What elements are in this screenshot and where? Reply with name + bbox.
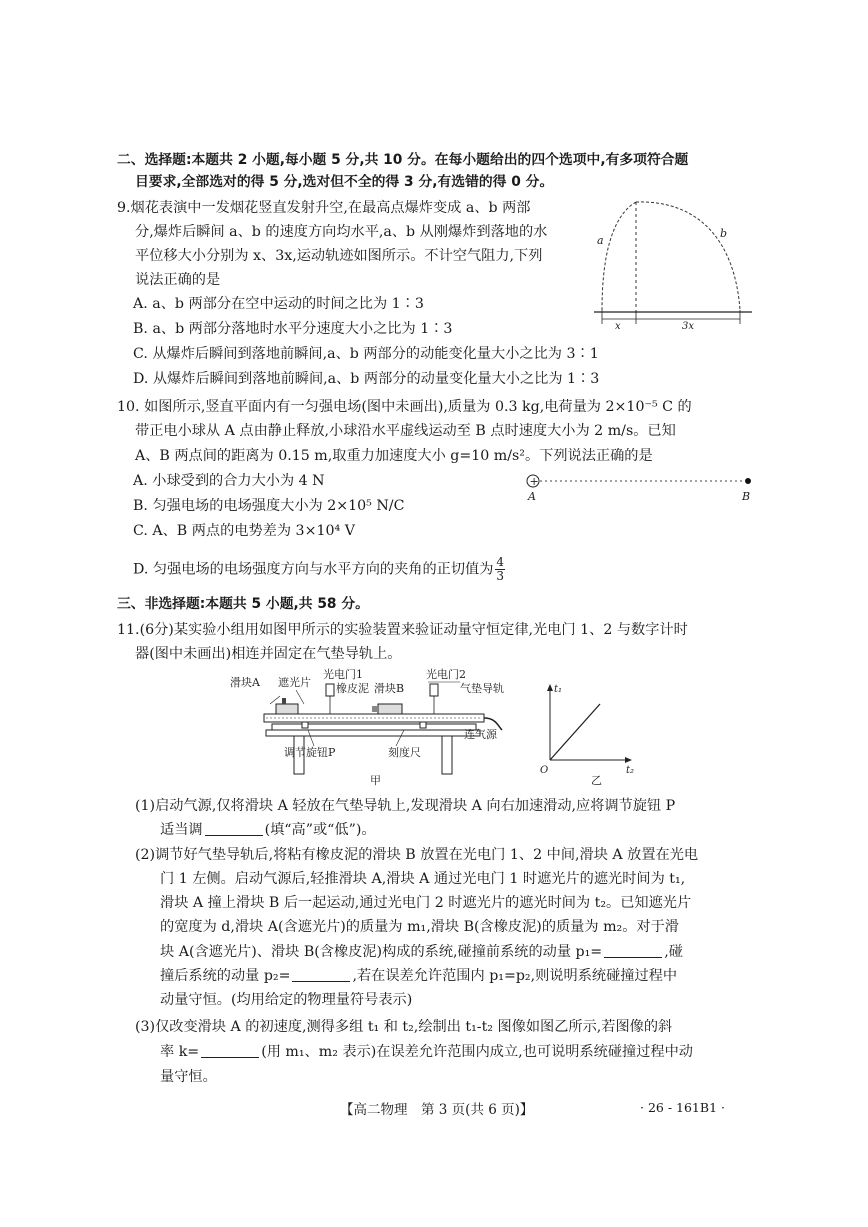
answer-blank-p2[interactable]: [292, 967, 350, 982]
q9-trajectory-figure: [590, 192, 760, 332]
table-top: [266, 730, 480, 736]
q11-figure-jia: [228, 668, 528, 793]
label-putty: 橡皮泥: [336, 682, 369, 695]
table-leg-right: [442, 736, 452, 774]
label-air: 连气源: [464, 728, 497, 741]
label-shade: 遮光片: [278, 676, 311, 689]
q11-part1-line2: 适当调 (填“高”或“低”)。: [160, 822, 376, 838]
page-footer-code: · 26 - 161B1 ·: [640, 1100, 725, 1115]
q11-stem-line1: 11.(6分)某实验小组用如图甲所示的实验装置来验证动量守恒定律,光电门 1、2 与数字计时: [117, 622, 688, 638]
shade-plate: [282, 698, 286, 704]
q9-label-b: b: [720, 227, 728, 240]
q9-option-c: C. 从爆炸后瞬间到落地前瞬间,a、b 两部分的动能变化量大小之比为 3∶1: [133, 346, 599, 362]
answer-blank-p1[interactable]: [604, 943, 662, 958]
q11-part3-line3: 量守恒。: [160, 1069, 217, 1085]
q9-label-a: a: [597, 234, 604, 247]
q11-part2-line2: 门 1 左侧。启动气源后,轻推滑块 A,滑块 A 通过光电门 1 时遮光片的遮光时间为 t₁,: [160, 871, 686, 887]
label-ruler: 刻度尺: [388, 746, 421, 759]
q11-part2-line3: 滑块 A 撞上滑块 B 后一起运动,通过光电门 2 时遮光片的遮光时间为 t₂。已知遮光片: [160, 895, 692, 911]
photogate-1: [326, 684, 334, 696]
putty: [372, 706, 378, 712]
q10-stem-line1: 10. 如图所示,竖直平面内有一匀强电场(图中未画出),质量为 0.3 kg,电荷量为 2×10⁻⁵ C 的: [117, 399, 692, 415]
q9-trajectory-a: [602, 202, 636, 310]
q9-trajectory-b: [636, 202, 740, 310]
q11-stem-line2: 器(图中未画出)相连并固定在气垫导轨上。: [135, 646, 402, 662]
q9-stem-line1: 9.烟花表演中一发烟花竖直发射升空,在最高点爆炸变成 a、b 两部: [117, 200, 531, 216]
slider-a: [276, 704, 298, 714]
slider-b: [378, 704, 402, 714]
q10-option-d-text: D. 匀强电场的电场强度方向与水平方向的夹角的正切值为: [133, 561, 494, 578]
page-footer-title: 【高二物理 第 3 页(共 6 页)】: [340, 1102, 534, 1118]
label-slider-b: 滑块B: [374, 682, 405, 695]
yi-label-t1: t₁: [554, 684, 563, 695]
yi-label-t2: t₂: [626, 765, 635, 776]
section2-header-line1: 二、选择题:本题共 2 小题,每小题 5 分,共 10 分。在每小题给出的四个选项中,有多项符合题: [117, 152, 689, 168]
q10-option-c: C. A、B 两点的电势差为 3×10⁴ V: [133, 523, 355, 539]
q9-option-d: D. 从爆炸后瞬间到落地前瞬间,a、b 两部分的动量变化量大小之比为 1∶3: [133, 371, 600, 387]
knob-p: [302, 722, 308, 728]
q9-stem-line3: 平位移大小分别为 x、3x,运动轨迹如图所示。不计空气阻力,下列: [135, 248, 543, 264]
q10-option-d-fraction: $\frac{4}{3}$: [496, 555, 505, 583]
yi-line: [550, 704, 600, 760]
q10-charge-sign: +: [529, 475, 539, 488]
photogate-2: [430, 684, 438, 696]
q11-part2-line7: 动量守恒。(均用给定的物理量符号表示): [160, 992, 413, 1008]
q9-option-b: B. a、b 两部分落地时水平分速度大小之比为 1∶3: [133, 321, 453, 337]
q11-part1-line1: (1)启动气源,仅将滑块 A 轻放在气垫导轨上,发现滑块 A 向右加速滑动,应将调节旋钮 P: [135, 798, 676, 814]
label-track: 气垫导轨: [460, 682, 504, 695]
q9-stem-line2: 分,爆炸后瞬间 a、b 的速度方向均水平,a、b 从刚爆炸到落地的水: [135, 224, 548, 240]
q11-part2-line5: 块 A(含遮光片)、滑块 B(含橡皮泥)构成的系统,碰撞前系统的动量 p₁= ,碰: [160, 944, 683, 960]
q10-stem-line3: A、B 两点间的距离为 0.15 m,取重力加速度大小 g=10 m/s²。下列说法正确的是: [135, 448, 653, 464]
label-gate1: 光电门1: [323, 668, 363, 681]
label-slider-a: 滑块A: [230, 676, 260, 689]
q11-part2-line4: 的宽度为 d,滑块 A(含遮光片)的质量为 m₁,滑块 B(含橡皮泥)的质量为 m₂。对于滑: [160, 919, 679, 935]
q10-point-b: [745, 478, 751, 484]
label-gate2: 光电门2: [426, 668, 466, 681]
q10-option-d: [133, 556, 505, 583]
q9-stem-line4: 说法正确的是: [135, 272, 221, 288]
q11-part3-line2: 率 k= (用 m₁、m₂ 表示)在误差允许范围内成立,也可说明系统碰撞过程中动: [160, 1044, 693, 1060]
yi-label-origin: O: [540, 765, 549, 776]
label-knob: 调节旋钮P: [284, 746, 336, 759]
q9-label-x: x: [615, 321, 621, 332]
caption-jia: 甲: [370, 774, 381, 787]
answer-blank-k[interactable]: [201, 1043, 259, 1058]
caption-yi: 乙: [591, 774, 602, 787]
q10-label-b: B: [742, 490, 751, 503]
q11-part2-line6: 撞后系统的动量 p₂= ,若在误差允许范围内 p₁=p₂,则说明系统碰撞过程中: [160, 968, 678, 984]
section3-header: 三、非选择题:本题共 5 小题,共 58 分。: [117, 596, 369, 612]
answer-blank-1[interactable]: [205, 821, 263, 836]
q10-option-a: A. 小球受到的合力大小为 4 N: [133, 473, 325, 489]
q11-part2-line1: (2)调节好气垫导轨后,将粘有橡皮泥的滑块 B 放置在光电门 1、2 中间,滑块 A 放置在光电: [135, 847, 699, 863]
q11-part3-line1: (3)仅改变滑块 A 的初速度,测得多组 t₁ 和 t₂,绘制出 t₁-t₂ 图像如图乙所示,若图像的斜: [135, 1019, 673, 1035]
q10-label-a: A: [528, 490, 536, 503]
section2-header-line2: 目要求,全部选对的得 5 分,选对但不全的得 3 分,有选错的得 0 分。: [135, 174, 554, 190]
q10-field-figure: [520, 470, 760, 504]
q9-option-a: A. a、b 两部分在空中运动的时间之比为 1∶3: [133, 296, 424, 312]
q10-option-b: B. 匀强电场的电场强度大小为 2×10⁵ N/C: [133, 498, 405, 514]
q11-figure-yi: [536, 680, 646, 790]
q9-label-3x: 3x: [682, 321, 695, 332]
q10-stem-line2: 带正电小球从 A 点由静止释放,小球沿水平虚线运动至 B 点时速度大小为 2 m/s。已知: [135, 423, 676, 439]
